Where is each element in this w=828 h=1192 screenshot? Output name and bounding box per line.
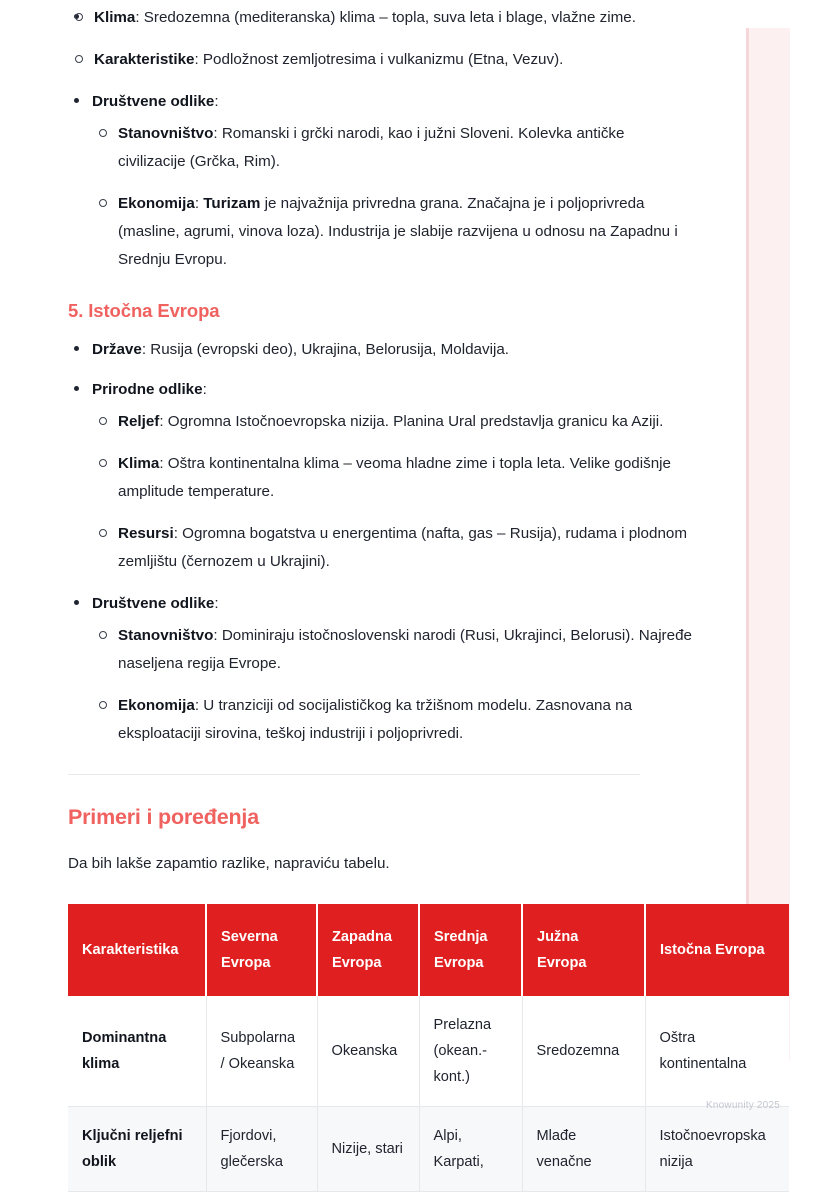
list-item-body: : Ogromna bogatstva u energentima (nafta, gas – Rusija), rudama i plodnom zemljištu (černozem u Ukrajini). — [118, 525, 687, 570]
list-item-body: je najvažnija privredna grana. Značajna je i poljoprivreda (masline, agrumi, vinova loza). Industrija je slabije razvijena u odnosu na Zapadnu i Srednju Evropu. — [118, 195, 678, 268]
list-item-text — [94, 4, 669, 32]
southern-nature-sublist — [68, 4, 828, 74]
table-cell: Mlađe venačne — [522, 1107, 645, 1192]
eastern-nature-sublist — [92, 408, 828, 576]
list-item-text — [118, 622, 693, 678]
group-heading-label: Društvene odlike — [92, 93, 215, 110]
table-cell: Okeanska — [317, 996, 419, 1107]
list-item-body: : Podložnost zemljotresima i vulkanizmu (Etna, Vezuv). — [194, 51, 564, 68]
list-item — [68, 376, 828, 576]
list-item — [92, 408, 828, 436]
group-heading-colon: : — [214, 93, 219, 110]
comparison-lead-text: Da bih lakše zapamtio razlike, napraviću tabelu. — [68, 855, 390, 872]
table-head — [68, 904, 789, 996]
table-row — [68, 1107, 789, 1192]
list-item-label: Države — [92, 341, 142, 358]
group-heading-text — [92, 88, 667, 116]
table-cell: Istočnoevropska nizija — [645, 1107, 789, 1192]
list-item-text — [92, 336, 667, 364]
group-heading-text — [92, 376, 667, 404]
table-cell: Alpi, Karpati, — [419, 1107, 522, 1192]
list-item-text — [118, 190, 693, 274]
table-header-cell: Srednja Evropa — [419, 904, 522, 996]
watermark-label: Knowunity 2025 — [706, 1100, 780, 1111]
table-row-header: Ključni reljefni oblik — [68, 1107, 206, 1192]
list-item — [92, 692, 828, 748]
list-spacer — [68, 4, 828, 74]
table-cell: Subpolarna / Okeanska — [206, 996, 317, 1107]
section-divider — [68, 774, 640, 775]
group-heading-label: Društvene odlike — [92, 595, 215, 612]
southern-social-sublist — [92, 120, 828, 274]
comparison-table — [68, 904, 789, 1192]
list-item — [92, 120, 828, 176]
list-item — [68, 4, 828, 32]
eastern-social-sublist — [92, 622, 828, 748]
list-item-text — [118, 120, 693, 176]
list-item — [68, 88, 828, 274]
list-item-label: Reljef — [118, 413, 160, 430]
table-header-cell: Zapadna Evropa — [317, 904, 419, 996]
list-item-body: : Rusija (evropski deo), Ukrajina, Belorusija, Moldavija. — [141, 341, 509, 358]
table-row — [68, 996, 789, 1107]
list-item-emphasis: Turizam — [203, 195, 261, 212]
list-item-label: Stanovništvo — [118, 627, 214, 644]
list-item — [92, 450, 828, 506]
table-header-cell: Južna Evropa — [522, 904, 645, 996]
list-item-body: : U tranziciji od socijalističkog ka tržišnom modelu. Zasnovana na eksploataciji sirovina, teškoj industriji i poljoprivredi. — [118, 697, 633, 742]
southern-social-list — [68, 88, 828, 274]
table-cell: Fjordovi, glečerska — [206, 1107, 317, 1192]
table-cell: Prelazna (okean.-kont.) — [419, 996, 522, 1107]
table-cell: Nizije, stari — [317, 1107, 419, 1192]
document-content — [0, 4, 828, 1192]
table-header-cell: Istočna Evropa — [645, 904, 789, 996]
comparison-table-wrapper — [68, 904, 789, 1192]
list-item-text — [94, 46, 669, 74]
list-item-text — [118, 450, 693, 506]
list-item-label: Ekonomija — [118, 195, 195, 212]
group-heading-text — [92, 590, 667, 618]
table-cell: Sredozemna — [522, 996, 645, 1107]
table-header-cell: Severna Evropa — [206, 904, 317, 996]
list-item-label: Resursi — [118, 525, 174, 542]
section-heading-eastern-europe: 5. Istočna Evropa — [68, 300, 220, 321]
eastern-europe-list — [68, 336, 828, 748]
list-item-label: Karakteristike — [94, 51, 195, 68]
list-item-body: : Sredozemna (mediteranska) klima – topla, suva leta i blage, vlažne zime. — [135, 9, 636, 26]
list-item-text — [118, 408, 693, 436]
table-body — [68, 996, 789, 1192]
list-item-label: Ekonomija — [118, 697, 195, 714]
list-item-body: : Dominiraju istočnoslovenski narodi (Rusi, Ukrajinci, Belorusi). Najređe naseljena regija Evrope. — [118, 627, 692, 672]
group-heading-colon: : — [214, 595, 219, 612]
table-header-cell: Karakteristika — [68, 904, 206, 996]
table-cell: Oštra kontinentalna — [645, 996, 789, 1107]
group-heading-label: Prirodne odlike — [92, 381, 203, 398]
list-item — [92, 520, 828, 576]
list-item-text — [118, 520, 693, 576]
list-item-body: : Oštra kontinentalna klima – veoma hladne zime i topla leta. Velike godišnje amplitude temperature. — [118, 455, 671, 500]
list-item — [68, 336, 828, 364]
list-item-label: Stanovništvo — [118, 125, 214, 142]
list-item — [68, 590, 828, 748]
block-heading-comparisons: Primeri i poređenja — [68, 805, 259, 829]
list-item-body: : Romanski i grčki narodi, kao i južni Sloveni. Kolevka antičke civilizacije (Grčka, Rim). — [118, 125, 625, 170]
list-item-sep: : — [194, 195, 204, 212]
list-item — [68, 46, 828, 74]
table-header-row — [68, 904, 789, 996]
southern-europe-list — [68, 4, 828, 74]
list-item-body: : Ogromna Istočnoevropska nizija. Planina Ural predstavlja granicu ka Aziji. — [159, 413, 664, 430]
list-item-text — [118, 692, 693, 748]
table-row-header: Dominantna klima — [68, 996, 206, 1107]
list-item-label: Klima — [118, 455, 160, 472]
group-heading-colon: : — [202, 381, 207, 398]
list-item-label: Klima — [94, 9, 136, 26]
list-item — [92, 622, 828, 678]
list-item — [92, 190, 828, 274]
